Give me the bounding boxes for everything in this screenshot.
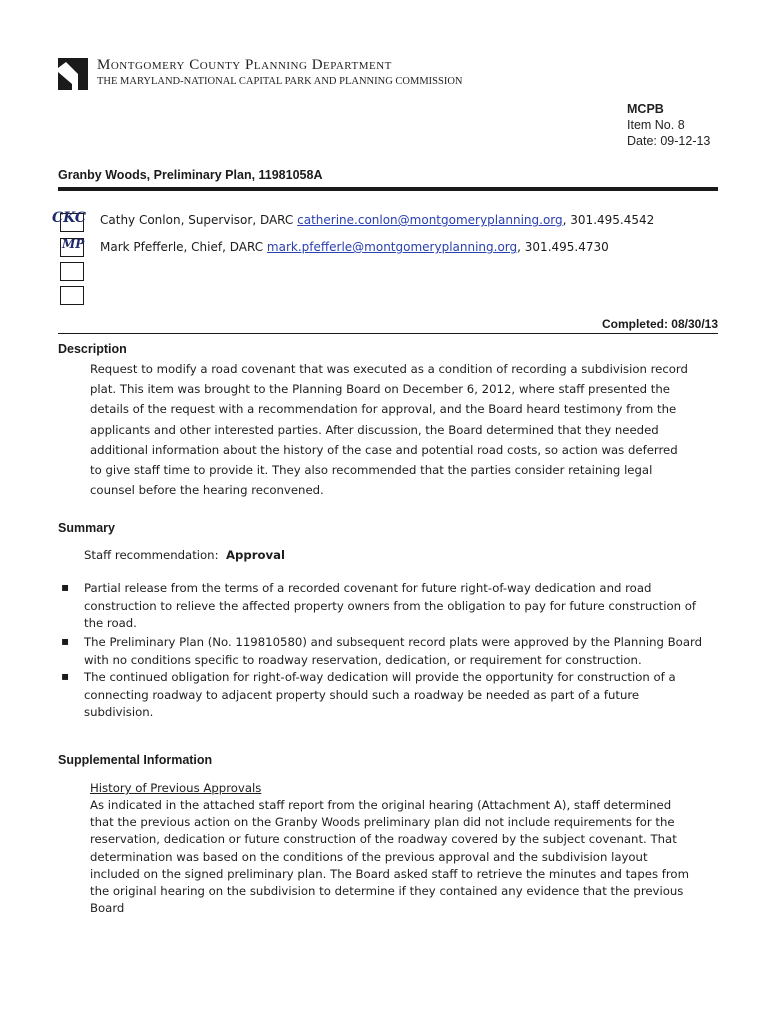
board-label: MCPB [627, 102, 664, 116]
summary-bullet-1: Partial release from the terms of a recorded covenant for future right-of-way dedication and road construction to relieve the affected property owners from the obligation to pay for future construction of the road. [84, 581, 697, 630]
planning-department-logo [58, 58, 88, 90]
bullet-marker: ▪ [61, 669, 70, 683]
contact-line-1 [100, 213, 654, 227]
organization-name: Montgomery County Planning Department [97, 57, 392, 73]
staff-recommendation [84, 545, 285, 565]
contact-line-2 [100, 240, 609, 254]
handwritten-initials-1: CKC [52, 210, 87, 226]
contact-checkbox-3 [60, 262, 84, 281]
meeting-info [627, 101, 710, 149]
bullet-marker: ▪ [61, 580, 70, 594]
summary-heading: Summary [58, 521, 115, 535]
header-divider [58, 187, 718, 191]
contact-checkbox-4 [60, 286, 84, 305]
bullet-marker: ▪ [61, 634, 70, 648]
completed-date: Completed: 08/30/13 [601, 317, 718, 331]
organization-subtitle: THE MARYLAND-NATIONAL CAPITAL PARK AND PLANNING COMMISSION [97, 76, 463, 87]
contact-name: Mark Pfefferle, Chief, DARC [100, 240, 267, 254]
contact-phone: , 301.495.4542 [562, 213, 655, 227]
section-divider [58, 333, 718, 334]
contact-email-link[interactable]: mark.pfefferle@montgomeryplanning.org [266, 240, 518, 254]
summary-bullet-2: The Preliminary Plan (No. 119810580) and subsequent record plats were approved by the Planning Board with no conditions specific to roadway reservation, dedication, or requirement for construction. [84, 635, 703, 667]
handwritten-initials-2: MP [62, 237, 85, 251]
description-heading: Description [58, 342, 127, 356]
item-number: Item No. 8 [627, 118, 685, 132]
contact-name: Cathy Conlon, Supervisor, DARC [100, 213, 298, 227]
contact-email-link[interactable]: catherine.conlon@montgomeryplanning.org [297, 213, 563, 227]
history-subheading: History of Previous Approvals [90, 781, 262, 795]
recommendation-label: Staff recommendation: [84, 548, 219, 562]
recommendation-value: Approval [225, 548, 286, 562]
meeting-date: Date: 09-12-13 [627, 134, 711, 148]
plan-title: Granby Woods, Preliminary Plan, 11981058A [58, 168, 323, 182]
contact-phone: , 301.495.4730 [517, 240, 609, 254]
summary-bullet-3: The continued obligation for right-of-way dedication will provide the opportunity for construction of a connecting roadway to adjacent property should such a roadway be needed as part of a future subdivision. [84, 670, 676, 719]
supplemental-heading: Supplemental Information [58, 753, 213, 767]
supplemental-text: As indicated in the attached staff report from the original hearing (Attachment A), staff determined that the previous action on the Granby Woods preliminary plan did not include requirements for the reservation, dedication or future construction of the roadway covered by the subject covenant. That determination was based on the conditions of the previous approval and the subdivision layout included on the signed preliminary plan. The Board asked staff to retrieve the minutes and tapes from the original hearing on the subdivision to determine if they contained any evidence that the previous Board [90, 798, 689, 916]
description-text: Request to modify a road covenant that was executed as a condition of recording a subdivision record plat. This item was brought to the Planning Board on December 6, 2012, where staff presented the details of the request with a recommendation for approval, and the Board heard testimony from the applicants and other interested parties. After discussion, the Board determined that they needed additional information about the history of the case and potential road costs, so action was deferred to give staff time to provide it. They also recommended that the parties consider retaining legal counsel before the hearing reconvened. [90, 362, 688, 498]
